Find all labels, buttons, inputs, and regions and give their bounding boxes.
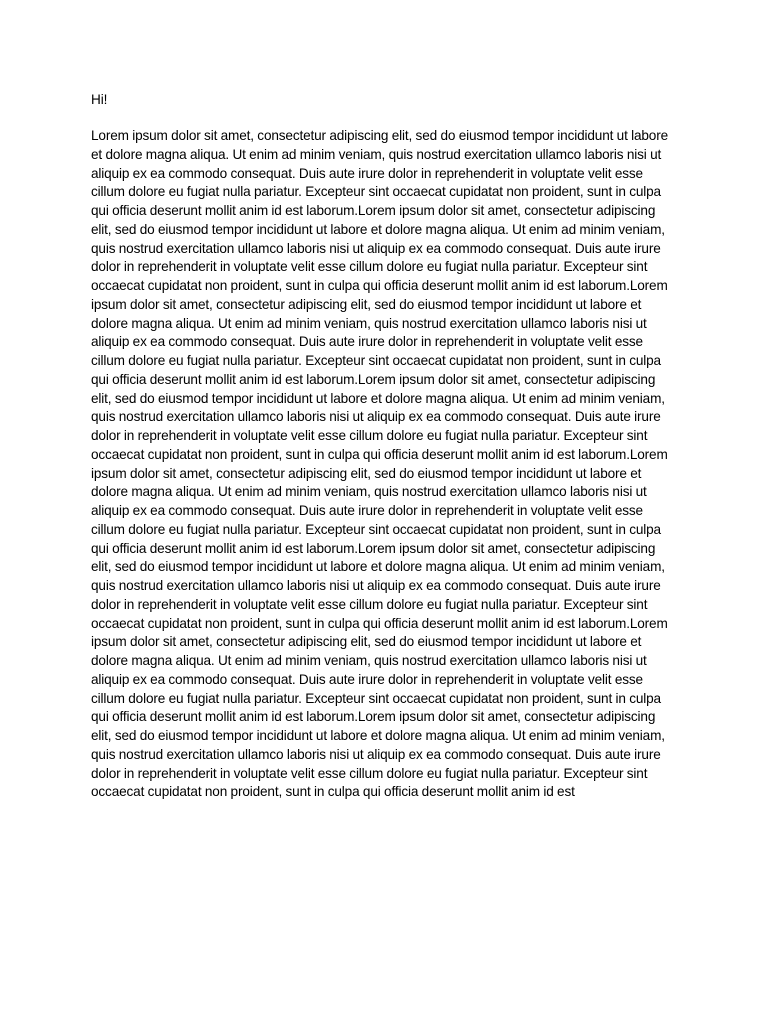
greeting-text: Hi! (91, 92, 108, 107)
body-paragraph: Lorem ipsum dolor sit amet, consectetur adipiscing elit, sed do eiusmod tempor incididunt ut labore et dolore magna aliqua. Ut enim ad minim veniam, quis nostrud exercitation ullamco laboris nisi ut aliquip ex ea commodo consequat. Duis aute irure dolor in reprehenderit in voluptate velit esse cillum dolore eu fugiat nulla pariatur. Excepteur sint occaecat cupidatat non proident, sunt in culpa qui officia deserunt mollit anim id est laborum.Lorem ipsum dolor sit amet, consectetur adipiscing elit, sed do eiusmod tempor incididunt ut labore et dolore magna aliqua. Ut enim ad minim veniam, quis nostrud exercitation ullamco laboris nisi ut aliquip ex ea commodo consequat. Duis aute irure dolor in reprehenderit in voluptate velit esse cillum dolore eu fugiat nulla pariatur. Excepteur sint occaecat cupidatat non proident, sunt in culpa qui officia deserunt mollit anim id est laborum.Lorem ipsum dolor sit amet, consectetur adipiscing elit, sed do eiusmod tempor incididunt ut labore et dolore magna aliqua. Ut enim ad minim veniam, quis nostrud exercitation ullamco laboris nisi ut aliquip ex ea commodo consequat. Duis aute irure dolor in reprehenderit in voluptate velit esse cillum dolore eu fugiat nulla pariatur. Excepteur sint occaecat cupidatat non proident, sunt in culpa qui officia deserunt mollit anim id est laborum.Lorem ipsum dolor sit amet, consectetur adipiscing elit, sed do eiusmod tempor incididunt ut labore et dolore magna aliqua. Ut enim ad minim veniam, quis nostrud exercitation ullamco laboris nisi ut aliquip ex ea commodo consequat. Duis aute irure dolor in reprehenderit in voluptate velit esse cillum dolore eu fugiat nulla pariatur. Excepteur sint occaecat cupidatat non proident, sunt in culpa qui officia deserunt mollit anim id est laborum.Lorem ipsum dolor sit amet, consectetur adipiscing elit, sed do eiusmod tempor incididunt ut labore et dolore magna aliqua. Ut enim ad minim veniam, quis nostrud exercitation ullamco laboris nisi ut aliquip ex ea commodo consequat. Duis aute irure dolor in reprehenderit in voluptate velit esse cillum dolore eu fugiat nulla pariatur. Excepteur sint occaecat cupidatat non proident, sunt in culpa qui officia deserunt mollit anim id est laborum.Lorem ipsum dolor sit amet, consectetur adipiscing elit, sed do eiusmod tempor incididunt ut labore et dolore magna aliqua. Ut enim ad minim veniam, quis nostrud exercitation ullamco laboris nisi ut aliquip ex ea commodo consequat. Duis aute irure dolor in reprehenderit in voluptate velit esse cillum dolore eu fugiat nulla pariatur. Excepteur sint occaecat cupidatat non proident, sunt in culpa qui officia deserunt mollit anim id est laborum.Lorem ipsum dolor sit amet, consectetur adipiscing elit, sed do eiusmod tempor incididunt ut labore et dolore magna aliqua. Ut enim ad minim veniam, quis nostrud exercitation ullamco laboris nisi ut aliquip ex ea commodo consequat. Duis aute irure dolor in reprehenderit in voluptate velit esse cillum dolore eu fugiat nulla pariatur. Excepteur sint occaecat cupidatat non proident, sunt in culpa qui officia deserunt mollit anim id est laborum.Lorem ipsum dolor sit amet, consectetur adipiscing elit, sed do eiusmod tempor incididunt ut labore et dolore magna aliqua. Ut enim ad minim veniam, quis nostrud exercitation ullamco laboris nisi ut aliquip ex ea commodo consequat. Duis aute irure dolor in reprehenderit in voluptate velit esse cillum dolore eu fugiat nulla pariatur. Excepteur sint occaecat cupidatat non proident, sunt in culpa qui officia deserunt mollit anim id est (91, 128, 669, 800)
document-content (91, 90, 676, 802)
